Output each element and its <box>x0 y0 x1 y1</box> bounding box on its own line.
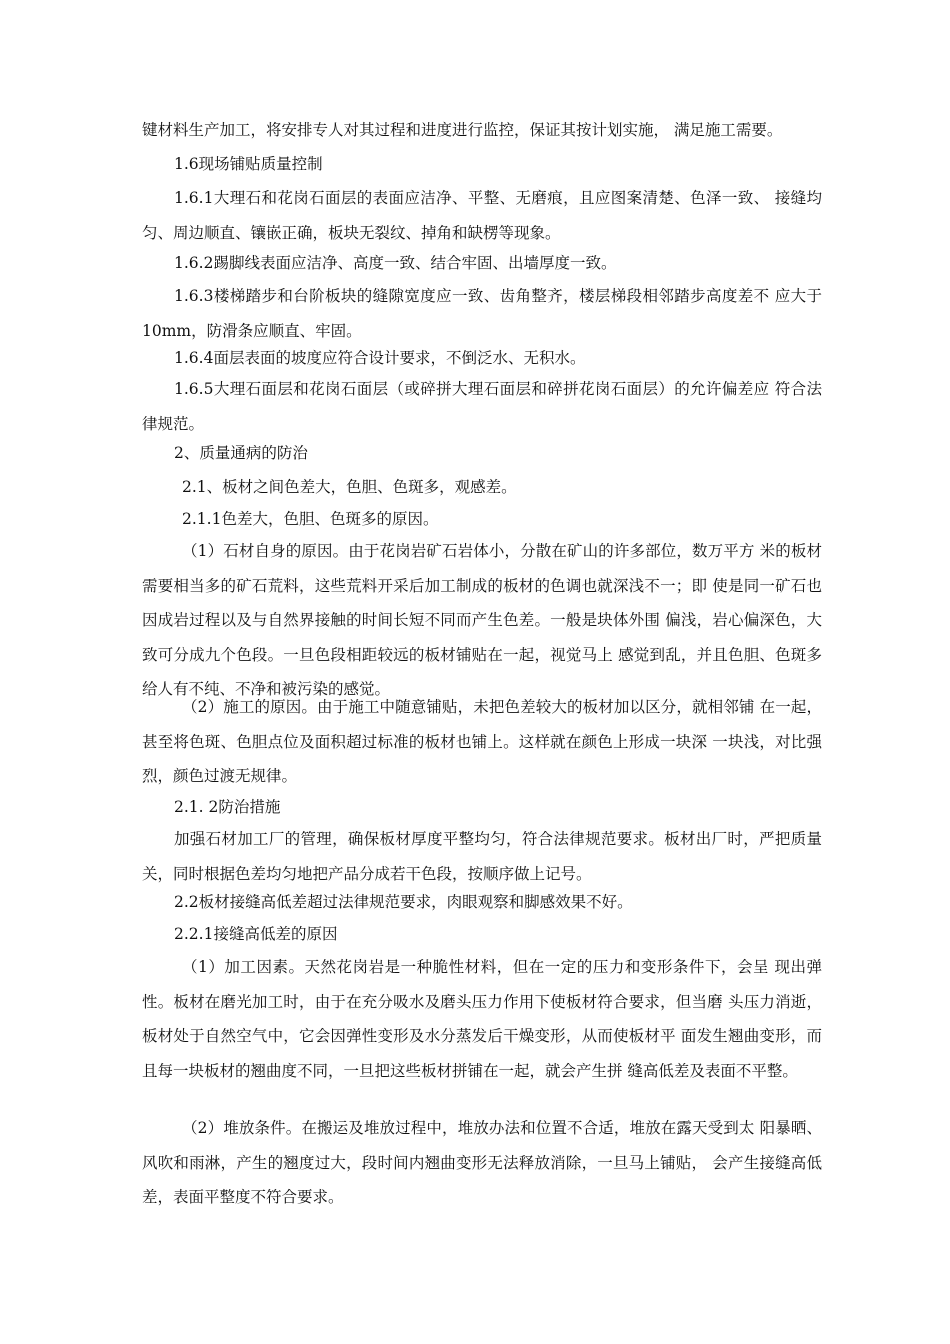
section-heading-2-1-2: 2.1. 2防治措施 <box>174 798 281 816</box>
paragraph-1-6-4: 1.6.4面层表面的坡度应符合设计要求，不倒泛水、无积水。 <box>174 349 586 367</box>
paragraph-processing-factor: （1）加工因素。天然花岗岩是一种脆性材料，但在一定的压力和变形条件下，会呈 现出弹性。板材在磨光加工时，由于在充分吸水及磨头压力作用下使板材符合要求，但当磨 头压力消逝，板材处于自然空气中，它会因弹性变形及水分蒸发后干燥变形，从而使板材平 面发生翘曲变形，而且每一块板材的翘曲度不同，一旦把这些板材拼铺在一起，就会产生拼 缝高低差及表面不平整。 <box>142 958 822 1080</box>
section-heading-2-1-1: 2.1.1色差大，色胆、色斑多的原因。 <box>182 510 439 528</box>
section-heading-1-6: 1.6现场铺贴质量控制 <box>174 155 323 173</box>
paragraph-stone-cause: （1）石材自身的原因。由于花岗岩矿石岩体小，分散在矿山的许多部位，数万平方 米的板材需要相当多的矿石荒料，这些荒料开采后加工制成的板材的色调也就深浅不一；即 使是同一矿石也因成岩过程以及与自然界接触的时间长短不同而产生色差。一般是块体外围 偏浅，岩心偏深色，大致可分成九个色段。一旦色段相距较远的板材铺贴在一起，视觉马上 感觉到乱，并且色胆、色斑多给人有不纯、不净和被污染的感觉。 <box>142 542 822 698</box>
paragraph-continuation: 键材料生产加工，将安排专人对其过程和进度进行监控，保证其按计划实施， 满足施工需要。 <box>142 121 783 139</box>
paragraph-1-6-5: 1.6.5大理石面层和花岗石面层（或碎拼大理石面层和碎拼花岗石面层）的允许偏差应 符合法律规范。 <box>142 380 822 433</box>
paragraph-1-6-1: 1.6.1大理石和花岗石面层的表面应洁净、平整、无磨痕，且应图案清楚、色泽一致、 接缝均匀、周边顺直、镶嵌正确，板块无裂纹、掉角和缺楞等现象。 <box>142 189 822 242</box>
paragraph-1-6-3: 1.6.3楼梯踏步和台阶板块的缝隙宽度应一致、齿角整齐，楼层梯段相邻踏步高度差不 应大于10mm，防滑条应顺直、牢固。 <box>142 287 822 340</box>
paragraph-stacking-condition: （2）堆放条件。在搬运及堆放过程中，堆放办法和位置不合适，堆放在露天受到太 阳暴晒、风吹和雨淋，产生的翘度过大，段时间内翘曲变形无法释放消除，一旦马上铺贴， 会产生接缝高低差，表面平整度不符合要求。 <box>142 1119 822 1206</box>
section-heading-2-2: 2.2板材接缝高低差超过法律规范要求，肉眼观察和脚感效果不好。 <box>174 893 633 911</box>
section-heading-2-1: 2.1、板材之间色差大，色胆、色斑多，观感差。 <box>182 478 517 496</box>
paragraph-construction-cause: （2）施工的原因。由于施工中随意铺贴，未把色差较大的板材加以区分，就相邻铺 在一起，甚至将色斑、色胆点位及面积超过标准的板材也铺上。这样就在颜色上形成一块深 一块浅，对比强烈，颜色过渡无规律。 <box>142 698 822 785</box>
section-heading-2-2-1: 2.2.1接缝高低差的原因 <box>174 925 338 943</box>
paragraph-1-6-2: 1.6.2踢脚线表面应洁净、高度一致、结合牢固、出墙厚度一致。 <box>174 254 617 272</box>
section-heading-2: 2、质量通病的防治 <box>174 444 308 462</box>
paragraph-prevention: 加强石材加工厂的管理，确保板材厚度平整均匀，符合法律规范要求。板材出厂时，严把质量关，同时根据色差均匀地把产品分成若干色段，按顺序做上记号。 <box>142 830 822 883</box>
